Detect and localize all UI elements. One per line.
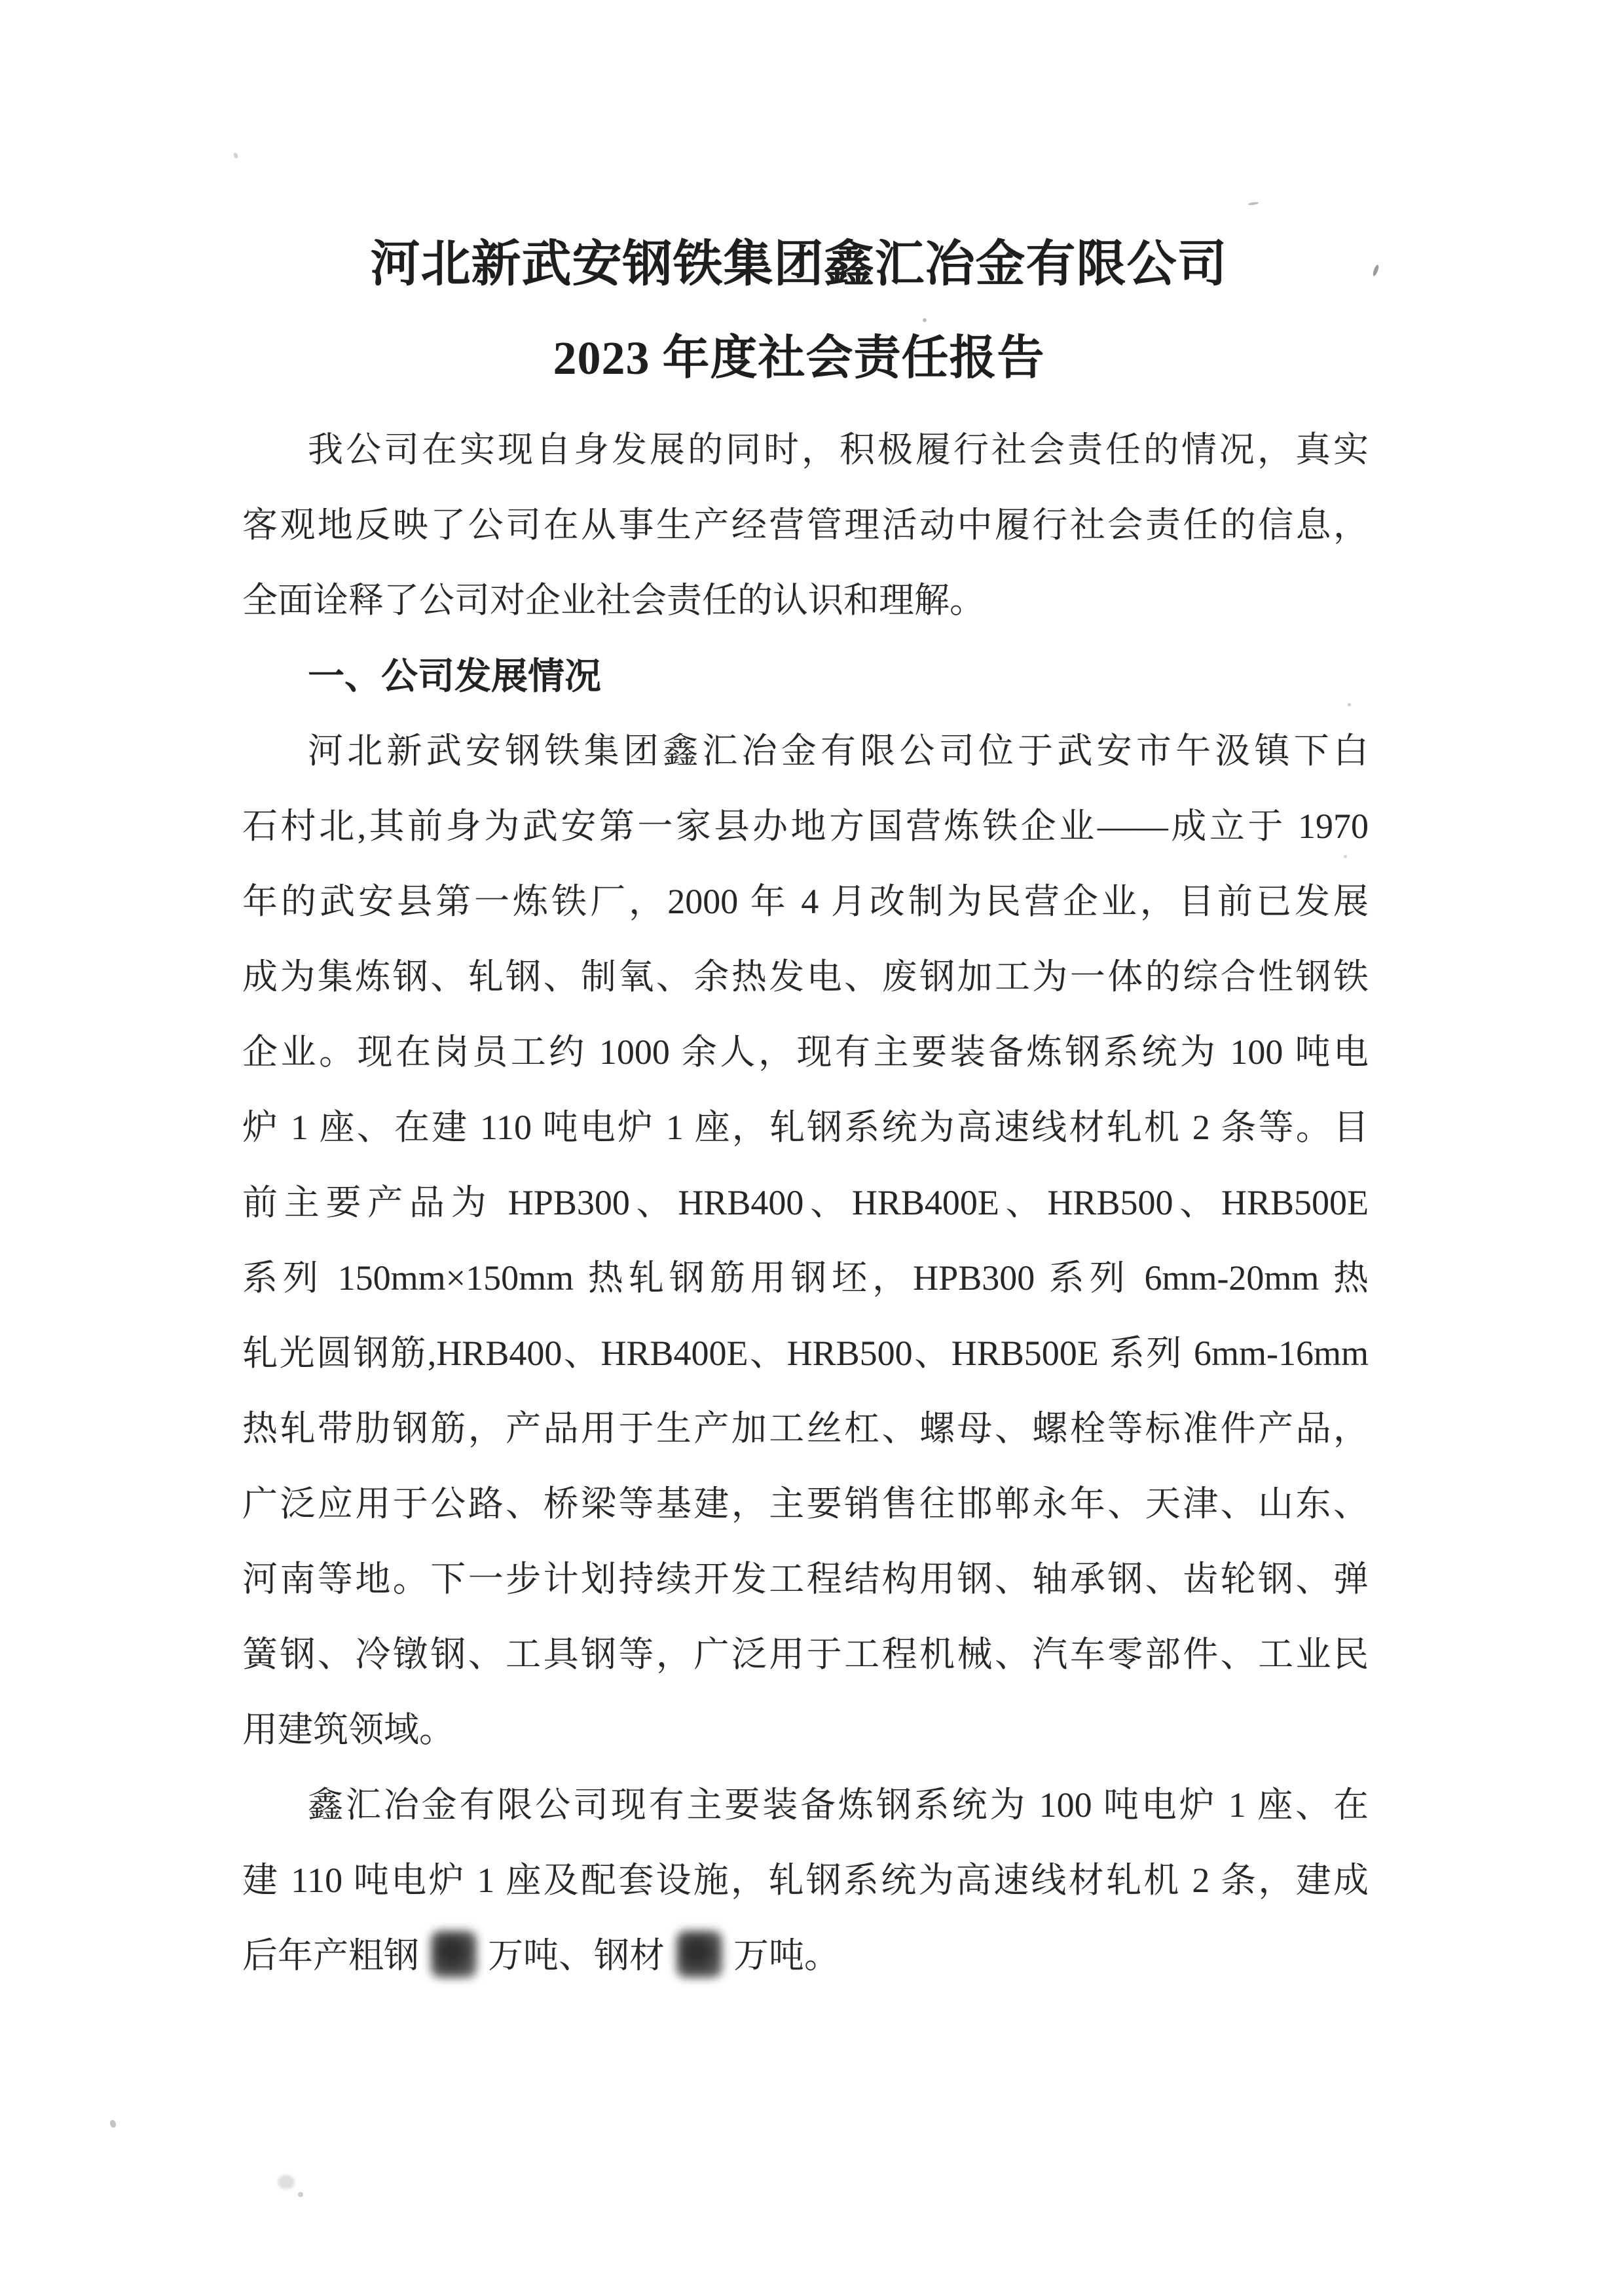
text-segment: 企业。现在岗员工约 1000 余人，现有主要装备炼钢系统为 100 吨电: [242, 1032, 1369, 1072]
document-title: 河北新武安钢铁集团鑫汇冶金有限公司: [370, 237, 1228, 292]
text-segment: 万吨。: [724, 1936, 840, 1975]
text-segment: 我公司在实现自身发展的同时，积极履行社会责任的情况，真实: [308, 430, 1369, 469]
text-line: [242, 1692, 1369, 1768]
section-heading: [242, 638, 1369, 714]
text-segment: 轧光圆钢筋,HRB400、HRB400E、HRB500、HRB500E 系列 6mm-16mm: [242, 1334, 1369, 1373]
text-line: [242, 1843, 1369, 1918]
text-line: [242, 939, 1369, 1015]
text-segment: 广泛应用于公路、桥梁等基建，主要销售往邯郸永年、天津、山东、: [242, 1484, 1369, 1523]
text-segment: 后年产粗钢: [242, 1936, 428, 1975]
document-body: [242, 412, 1369, 1994]
text-segment: 客观地反映了公司在从事生产经营管理活动中履行社会责任的信息，: [242, 505, 1369, 545]
text-segment: 鑫汇冶金有限公司现有主要装备炼钢系统为 100 吨电炉 1 座、在: [308, 1785, 1369, 1825]
text-line: [242, 1015, 1369, 1090]
text-segment: 前主要产品为 HPB300、HRB400、HRB400E、HRB500、HRB500E: [242, 1183, 1369, 1222]
scan-noise-speck: [1348, 703, 1351, 706]
text-line: [242, 864, 1369, 939]
text-line: [242, 1090, 1369, 1165]
scan-noise-speck: [1248, 202, 1259, 206]
text-line: [242, 1391, 1369, 1467]
text-segment: 热轧带肋钢筋，产品用于生产加工丝杠、螺母、螺栓等标准件产品，: [242, 1409, 1369, 1448]
text-line: [242, 488, 1369, 563]
redacted-value: [431, 1931, 477, 1978]
text-segment: 成为集炼钢、轧钢、制氧、余热发电、废钢加工为一体的综合性钢铁: [242, 957, 1369, 996]
text-segment: 炉 1 座、在建 110 吨电炉 1 座，轧钢系统为高速线材轧机 2 条等。目: [242, 1108, 1369, 1147]
text-segment: 簧钢、冷镦钢、工具钢等，广泛用于工程机械、汽车零部件、工业民: [242, 1635, 1369, 1674]
text-segment: 河南等地。下一步计划持续开发工程结构用钢、轴承钢、齿轮钢、弹: [242, 1559, 1369, 1599]
text-line: [242, 1768, 1369, 1843]
scan-noise-speck: [278, 2175, 295, 2189]
text-segment: 河北新武安钢铁集团鑫汇冶金有限公司位于武安市午汲镇下白: [308, 731, 1369, 771]
text-segment: 建 110 吨电炉 1 座及配套设施，轧钢系统为高速线材轧机 2 条，建成: [242, 1861, 1369, 1900]
text-line: [242, 1316, 1369, 1391]
text-segment: 年的武安县第一炼铁厂，2000 年 4 月改制为民营企业，目前已发展: [242, 882, 1369, 921]
text-segment: 石村北,其前身为武安第一家县办地方国营炼铁企业——成立于 1970: [242, 807, 1369, 846]
text-segment: 万吨、钢材: [479, 1936, 674, 1975]
text-segment: 一、公司发展情况: [308, 655, 601, 697]
redacted-value: [676, 1931, 722, 1978]
text-line: [242, 714, 1369, 789]
scan-noise-speck: [298, 2192, 303, 2197]
text-line: [242, 1542, 1369, 1617]
document-subtitle: 2023 年度社会责任报告: [553, 332, 1045, 384]
text-line: [242, 563, 1369, 638]
text-line: [242, 789, 1369, 864]
text-line: [242, 1467, 1369, 1542]
text-line: [242, 1617, 1369, 1692]
scan-noise-speck: [923, 318, 927, 322]
text-segment: 系列 150mm×150mm 热轧钢筋用钢坯，HPB300 系列 6mm-20mm 热: [242, 1258, 1369, 1298]
text-segment: 用建筑领域。: [242, 1710, 454, 1749]
text-line: [242, 1241, 1369, 1316]
scan-noise-speck: [232, 152, 238, 159]
text-line: [242, 412, 1369, 488]
text-line: [242, 1918, 1369, 1994]
scan-noise-speck: [109, 2119, 117, 2128]
text-segment: 全面诠释了公司对企业社会责任的认识和理解。: [242, 581, 985, 620]
scan-noise-speck: [1344, 855, 1347, 858]
text-line: [242, 1165, 1369, 1241]
